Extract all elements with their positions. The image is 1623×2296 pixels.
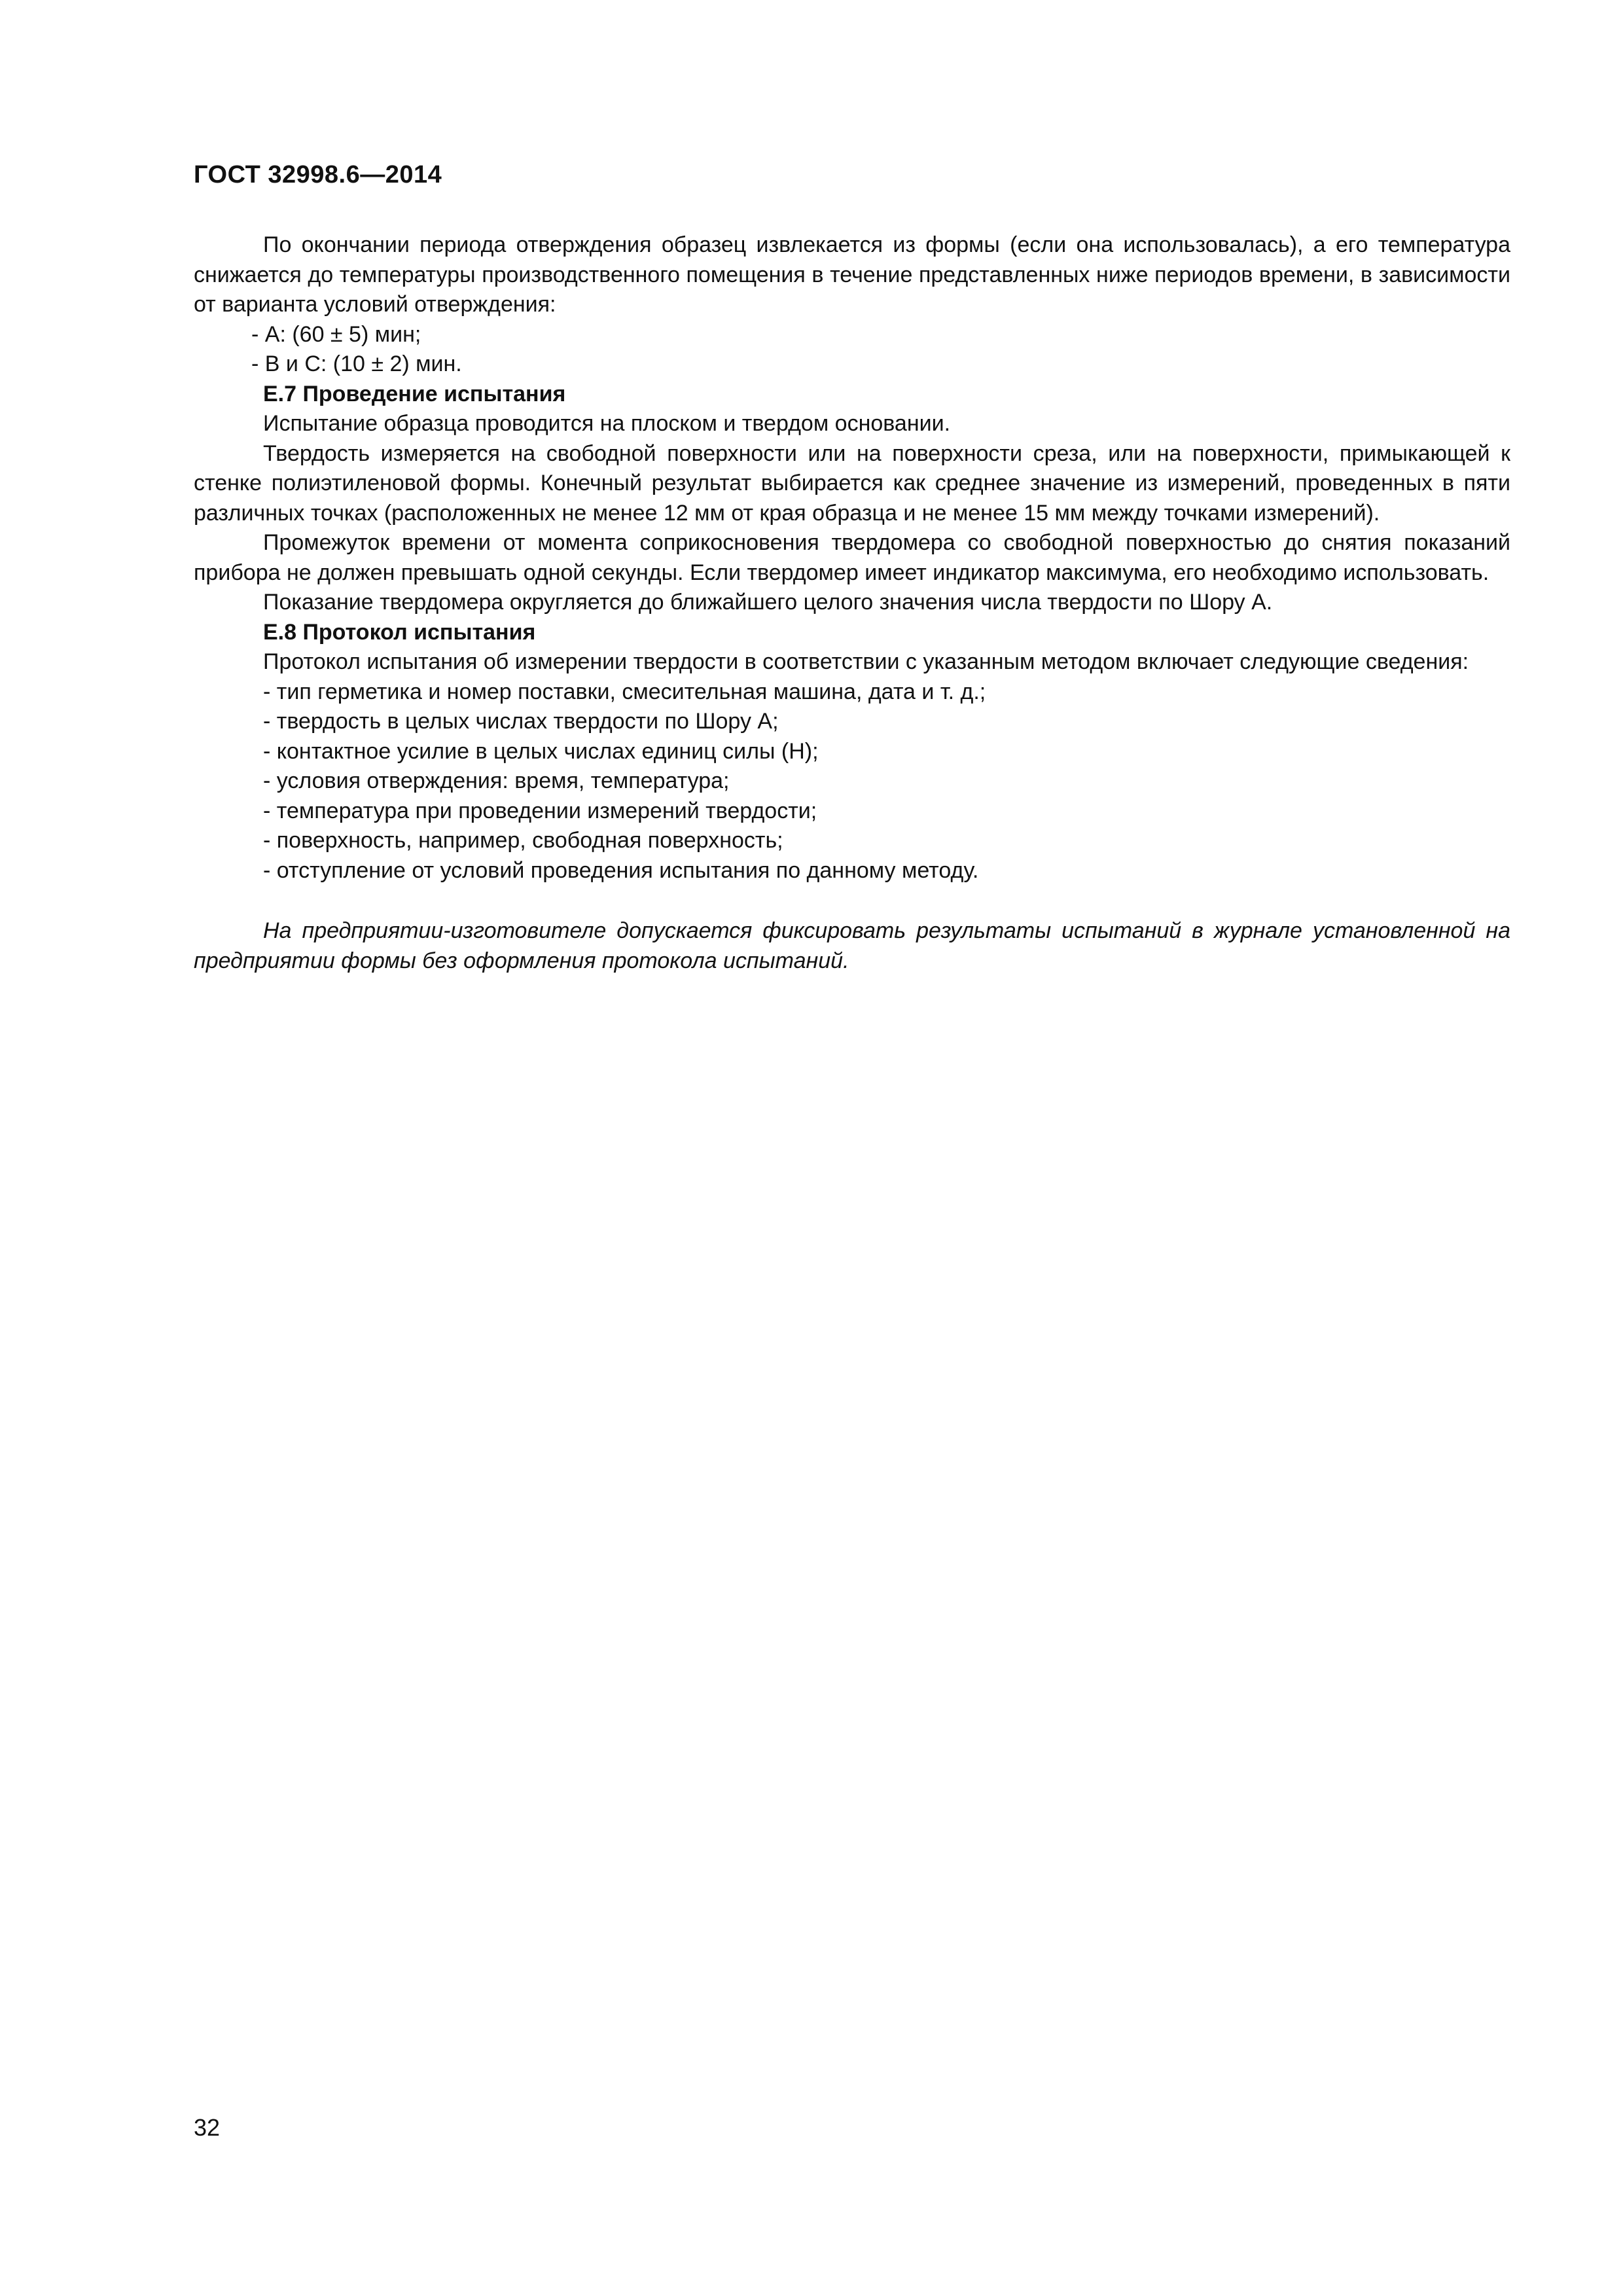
section-heading-e7: Е.7 Проведение испытания (263, 381, 566, 406)
paragraph-cooling: По окончании периода отверждения образец извлекается из формы (если она использовалась), а его температура снижается до температуры производственного помещения в течение представленных ниже периодов времени, в зависимости от варианта условий отверждения: (194, 232, 1510, 317)
list-item: - контактное усилие в целых числах единиц силы (Н); (263, 738, 819, 764)
list-item: - температура при проведении измерений твердости; (263, 798, 817, 823)
list-item: - твердость в целых числах твердости по Шору А; (263, 709, 779, 734)
list-item: - отступление от условий проведения испытания по данному методу. (263, 857, 979, 883)
list-item: - поверхность, например, свободная поверхность; (263, 828, 783, 853)
section-heading-e8: Е.8 Протокол испытания (263, 619, 536, 645)
paragraph-e7-hardness: Твердость измеряется на свободной поверхности или на поверхности среза, или на поверхности, примыкающей к стенке полиэтиленовой формы. Конечный результат выбирается как среднее значение из измерений, проведенных в пяти различных точках (расположенных не менее 12 мм от края образца и не менее 15 мм между точками измерений). (194, 440, 1510, 526)
paragraph-e8-intro: Протокол испытания об измерении твердости в соответствии с указанным методом включает следующие сведения: (263, 649, 1469, 674)
paragraph-e7-time: Промежуток времени от момента соприкосновения твердомера со свободной поверхностью до снятия показаний прибора не должен превышать одной секунды. Если твердомер имеет индикатор максимума, его необходимо использовать. (194, 530, 1510, 585)
paragraph-e7-rounding: Показание твердомера округляется до ближайшего целого значения числа твердости по Шору А. (263, 590, 1273, 615)
list-item: - условия отверждения: время, температура; (263, 768, 730, 793)
list-item: - тип герметика и номер поставки, смесительная машина, дата и т. д.; (263, 679, 986, 704)
page-number: 32 (194, 2114, 221, 2141)
note-paragraph: На предприятии-изготовителе допускается фиксировать результаты испытаний в журнале установленной на предприятии формы без оформления протокола испытаний. (194, 918, 1510, 973)
list-item-cooling-a: - А: (60 ± 5) мин; (251, 321, 421, 347)
document-header: ГОСТ 32998.6—2014 (194, 161, 442, 188)
list-item-cooling-bc: - В и С: (10 ± 2) мин. (251, 351, 462, 376)
paragraph-e7-base: Испытание образца проводится на плоском и твердом основании. (263, 411, 951, 436)
document-body (194, 230, 1510, 976)
